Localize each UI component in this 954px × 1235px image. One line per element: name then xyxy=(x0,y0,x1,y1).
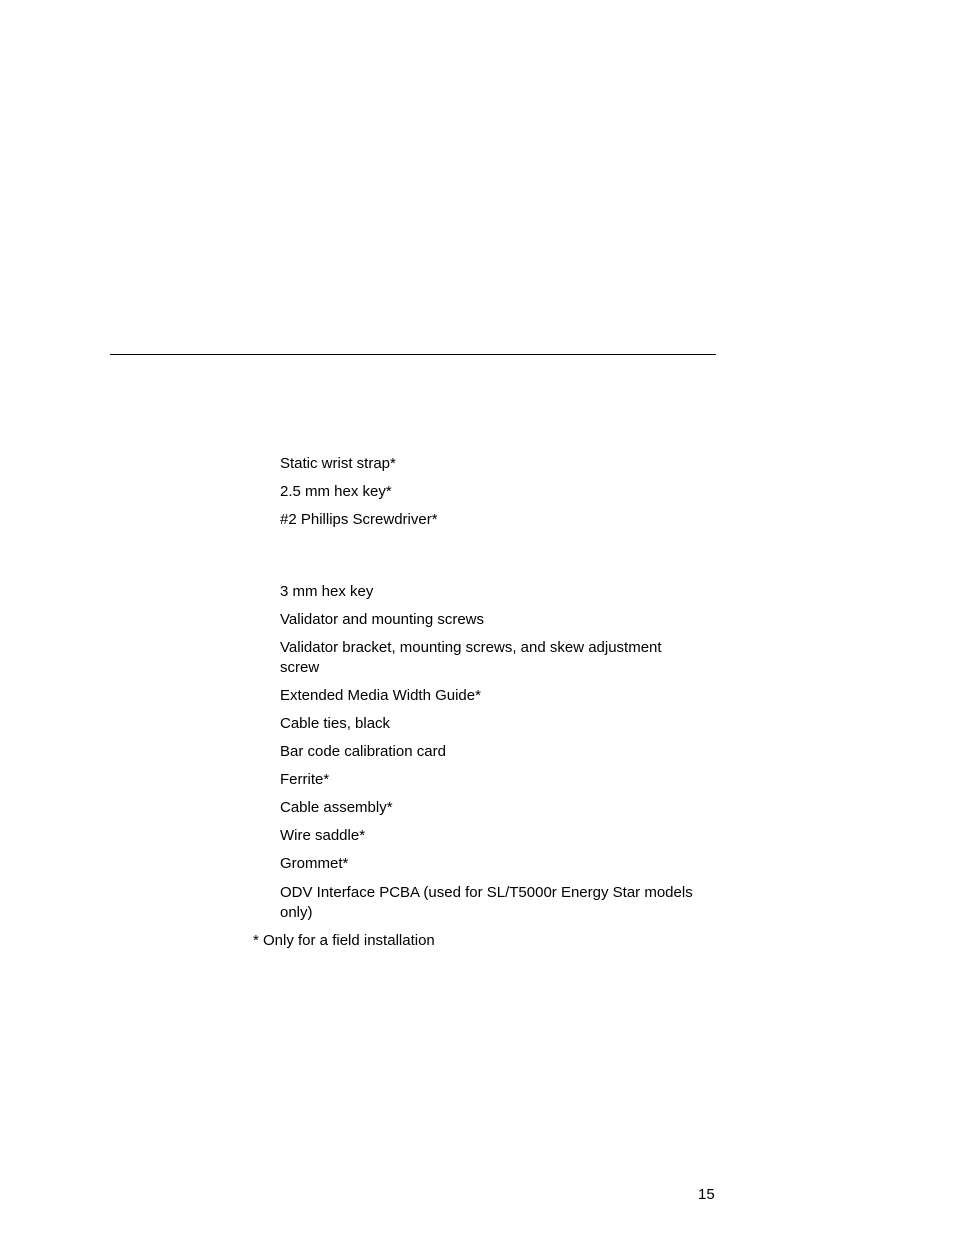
list-item: 2.5 mm hex key* xyxy=(280,483,392,500)
list-item: Ferrite* xyxy=(280,771,330,788)
list-item: Validator bracket, mounting screws, and skew adjustment screw xyxy=(280,639,662,676)
footnote: * Only for a field installation xyxy=(253,932,435,949)
section-divider xyxy=(110,354,716,355)
list-item: #2 Phillips Screwdriver* xyxy=(280,511,438,528)
list-item: Cable assembly* xyxy=(280,799,393,816)
list-item: Static wrist strap* xyxy=(280,455,396,472)
list-item: Wire saddle* xyxy=(280,827,366,844)
list-item: Extended Media Width Guide* xyxy=(280,687,481,704)
list-item: ODV Interface PCBA (used for SL/T5000r Energy Star models only) xyxy=(280,884,693,921)
page-number: 15 xyxy=(698,1186,715,1203)
list-item: Bar code calibration card xyxy=(280,743,446,760)
list-item: 3 mm hex key xyxy=(280,583,374,600)
list-item: Validator and mounting screws xyxy=(280,611,484,628)
list-item: Grommet* xyxy=(280,855,349,872)
list-item: Cable ties, black xyxy=(280,715,391,732)
